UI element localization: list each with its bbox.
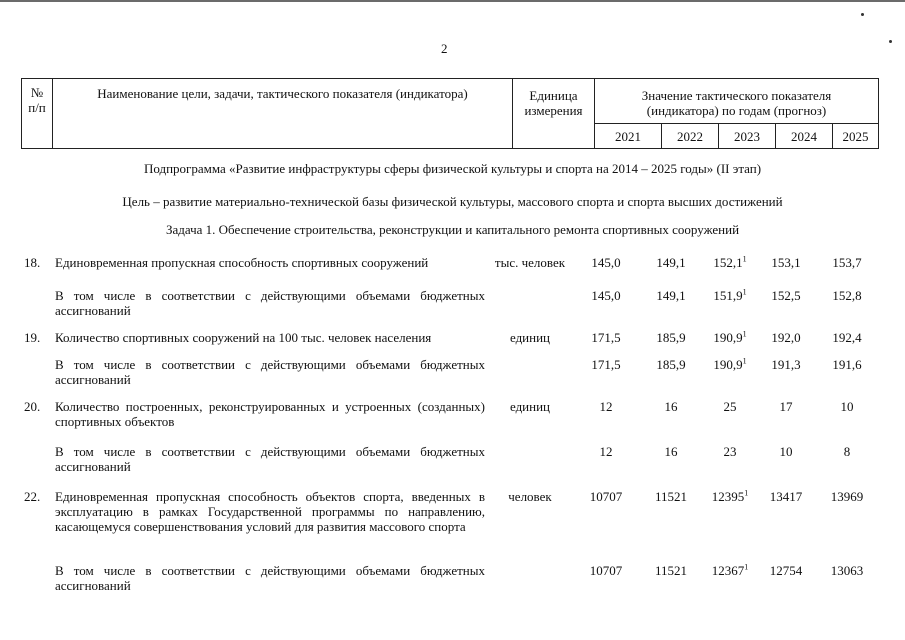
row-indicator-name: Количество построенных, реконструированных и устроенных (созданных) спортивных объектов [55, 399, 485, 429]
row-value-text: 12754 [769, 563, 803, 578]
row-value [817, 399, 877, 415]
row-indicator-name: В том числе в соответствии с действующими объемами бюджетных ассигнований [55, 563, 485, 593]
header-unit [513, 79, 595, 149]
row-unit: единиц [509, 399, 551, 414]
row-value-text: 145,0 [591, 255, 621, 270]
row-value [641, 399, 701, 415]
footnote-marker: 1 [742, 329, 747, 339]
row-value-text: 11521 [654, 563, 688, 578]
row-value [700, 399, 760, 415]
row-value-text: 12 [599, 444, 613, 459]
row-value-text: 12 [599, 399, 613, 414]
row-value-text: 185,9 [656, 357, 686, 372]
row-value [817, 489, 877, 505]
page-number: 2 [441, 41, 448, 56]
row-value [700, 330, 760, 346]
row-value-text: 12395 [711, 489, 745, 504]
header-year: 2023 [719, 124, 776, 149]
subprogram-title: Подпрограмма «Развитие инфраструктуры сферы физической культуры и спорта на 2014 – 2025 годы» (II этап) [143, 161, 762, 176]
row-value [641, 357, 701, 373]
row-value [641, 288, 701, 304]
row-value-text: 192,0 [771, 330, 801, 345]
row-value [817, 444, 877, 460]
row-value [641, 444, 701, 460]
task-title: Задача 1. Обеспечение строительства, реконструкции и капитального ремонта спортивных сооружений [165, 222, 740, 237]
header-value-line1: Значение тактического показателя [641, 88, 832, 103]
row-value-text: 171,5 [591, 330, 621, 345]
header-value [595, 79, 879, 124]
row-value-text: 145,0 [591, 288, 621, 303]
header-year: 2024 [776, 124, 833, 149]
header-num-line1: № [30, 85, 44, 100]
row-value-text: 11521 [654, 489, 688, 504]
row-value-text: 191,6 [832, 357, 862, 372]
header-name: Наименование цели, задачи, тактического показателя (индикатора) [53, 79, 513, 149]
row-value-text: 12367 [711, 563, 745, 578]
row-value [576, 357, 636, 373]
row-indicator-name: В том числе в соответствии с действующими объемами бюджетных ассигнований [55, 357, 485, 387]
header-year: 2025 [833, 124, 879, 149]
header-unit-line1: Единица [529, 88, 578, 103]
row-value-text: 192,4 [832, 330, 862, 345]
goal-title: Цель – развитие материально-технической базы физической культуры, массового спорта и спорта высших достижений [122, 194, 783, 209]
row-value-text: 152,8 [832, 288, 862, 303]
row-value-text: 16 [664, 399, 678, 414]
row-value-text: 153,7 [832, 255, 862, 270]
scan-speck [861, 13, 864, 16]
row-value [817, 357, 877, 373]
row-value [700, 444, 760, 460]
header-num-line2: п/п [28, 100, 46, 115]
row-value [817, 563, 877, 579]
row-value [817, 330, 877, 346]
row-value-text: 13417 [769, 489, 803, 504]
footnote-marker: 1 [742, 254, 747, 264]
row-indicator-name: В том числе в соответствии с действующими объемами бюджетных ассигнований [55, 444, 485, 474]
row-value [576, 444, 636, 460]
row-value-text: 171,5 [591, 357, 621, 372]
row-value [641, 255, 701, 271]
row-value-text: 16 [664, 444, 678, 459]
row-value [641, 330, 701, 346]
row-indicator-name: Количество спортивных сооружений на 100 тыс. человек населения [55, 330, 432, 345]
row-value-text: 8 [843, 444, 851, 459]
row-value [576, 255, 636, 271]
footnote-marker: 1 [744, 488, 749, 498]
row-value [756, 357, 816, 373]
row-value [700, 357, 760, 373]
row-value [700, 255, 760, 271]
row-indicator-name: Единовременная пропускная способность объектов спорта, введенных в эксплуатацию в рамках Государственной программы по направлению, касающемуся совершенствования условий для развития массового спорта [55, 489, 485, 534]
row-value [576, 489, 636, 505]
scan-edge-line [0, 0, 905, 2]
row-number: 18. [24, 255, 41, 270]
row-value-text: 10 [840, 399, 854, 414]
row-indicator-name: В том числе в соответствии с действующими объемами бюджетных ассигнований [55, 288, 485, 318]
footnote-marker: 1 [742, 287, 747, 297]
row-value [817, 288, 877, 304]
row-value [756, 489, 816, 505]
header-num [22, 79, 53, 149]
row-value [756, 444, 816, 460]
row-unit: тыс. человек [494, 255, 566, 270]
footnote-marker: 1 [742, 356, 747, 366]
header-value-line2: (индикатора) по годам (прогноз) [646, 103, 827, 118]
table-header [21, 78, 879, 149]
row-value [756, 399, 816, 415]
header-year: 2021 [595, 124, 662, 149]
row-value-text: 10 [779, 444, 793, 459]
row-value-text: 152,5 [771, 288, 801, 303]
row-value [700, 489, 760, 505]
row-unit: человек [508, 489, 552, 504]
row-value-text: 153,1 [771, 255, 801, 270]
row-value-text: 13969 [830, 489, 864, 504]
row-value-text: 10707 [589, 489, 623, 504]
row-value-text: 149,1 [656, 255, 686, 270]
row-value-text: 13063 [830, 563, 864, 578]
row-number: 19. [24, 330, 41, 345]
header-year: 2022 [662, 124, 719, 149]
row-value [700, 563, 760, 579]
row-value-text: 17 [779, 399, 793, 414]
row-value [641, 563, 701, 579]
row-value-text: 191,3 [771, 357, 801, 372]
row-value-text: 149,1 [656, 288, 686, 303]
row-value-text: 190,9 [713, 330, 743, 345]
row-value [576, 330, 636, 346]
row-value [641, 489, 701, 505]
row-value-text: 10707 [589, 563, 623, 578]
header-unit-line2: измерения [524, 103, 583, 118]
row-number: 20. [24, 399, 41, 414]
row-indicator-name: Единовременная пропускная способность спортивных сооружений [55, 255, 429, 270]
row-value-text: 151,9 [713, 288, 743, 303]
row-value [700, 288, 760, 304]
row-value [576, 288, 636, 304]
scan-speck [889, 40, 892, 43]
row-unit: единиц [509, 330, 551, 345]
row-value-text: 152,1 [713, 255, 743, 270]
footnote-marker: 1 [744, 562, 749, 572]
row-value [576, 563, 636, 579]
row-value-text: 25 [723, 399, 737, 414]
row-value [756, 330, 816, 346]
row-value [756, 563, 816, 579]
row-number: 22. [24, 489, 41, 504]
row-value-text: 185,9 [656, 330, 686, 345]
row-value [817, 255, 877, 271]
row-value [756, 255, 816, 271]
row-value [576, 399, 636, 415]
row-value-text: 23 [723, 444, 737, 459]
row-value-text: 190,9 [713, 357, 743, 372]
row-value [756, 288, 816, 304]
